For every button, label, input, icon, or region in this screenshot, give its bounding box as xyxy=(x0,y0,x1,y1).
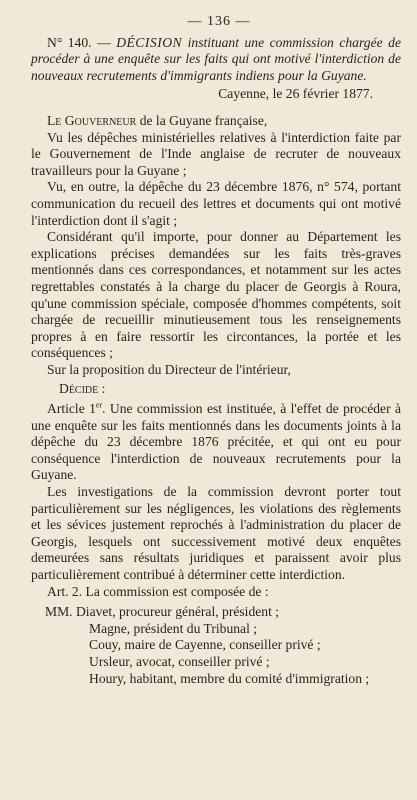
article-2: Art. 2. La commission est composée de : xyxy=(47,583,269,599)
member-item: Ursleur, avocat, conseiller privé ; xyxy=(89,653,270,669)
paragraph-investigations: Les investigations de la commission devront porter tout particulièrement sur les négligences, les violations des règlements et les sévices justement reprochés à l'administration du placer de Georgis, lesquels ont successivement motivé deux enquêtes demeurées sans résultats juridiques et paraissent avoir plus particulièrement contribué à déterminer cette interdiction. xyxy=(31,484,401,582)
member-item: Magne, président du Tribunal ; xyxy=(89,620,258,636)
decision-heading xyxy=(31,35,401,85)
heading-dash: — xyxy=(97,34,111,50)
authority-prefix: Le Gouverneur xyxy=(47,112,137,128)
article-1 xyxy=(31,401,401,484)
article-1-text: . Une commission est instituée, à l'effet de procéder à une enquête sur les faits mentionnés dans les documents joints à la dépêche du 23 décembre 1876 précitée, et qui ont eu pour conséquence l'interdiction de nouveaux recrutements pour la Guyane. xyxy=(31,401,402,483)
article-1-sup: er xyxy=(95,400,103,410)
authority-line xyxy=(31,113,401,130)
decision-keyword: DÉCISION xyxy=(116,34,183,50)
paragraph-proposition: Sur la proposition du Directeur de l'intérieur, xyxy=(47,361,291,377)
member-item: Couy, maire de Cayenne, conseiller privé ; xyxy=(89,637,321,653)
decision-title: instituant une commission chargée de procéder à une enquête sur les faits qui ont motivé l'interdiction de nouveaux recrutements d'immigrants indiens pour la Guyane. xyxy=(31,34,401,83)
authority-rest: de la Guyane française, xyxy=(136,112,268,128)
decide-label: Décide : xyxy=(59,381,106,397)
decision-number: N° 140. xyxy=(47,34,92,50)
member-item: Houry, habitant, membre du comité d'immigration ; xyxy=(89,670,370,686)
paragraph-vu-1: Vu les dépêches ministérielles relatives à l'interdiction faite par le Gouvernement de l'Inde anglaise de recruter de nouveaux travailleurs pour la Guyane ; xyxy=(31,129,401,178)
page-number: — 136 — xyxy=(187,14,251,29)
dateline: Cayenne, le 26 février 1877. xyxy=(218,86,373,102)
article-1-label: Article 1 xyxy=(47,401,96,417)
member-item: MM. Diavet, procureur général, président ; xyxy=(45,604,280,620)
members-list xyxy=(31,604,401,687)
paragraph-vu-2: Vu, en outre, la dépêche du 23 décembre 1876, n° 574, portant communication du recueil des lettres et documents qui ont motivé l'interdiction dont il s'agit ; xyxy=(31,179,401,228)
paragraph-considerant: Considérant qu'il importe, pour donner au Département les explications précises demandées sur les faits très-graves mentionnés dans ces correspondances, et notamment sur les actes regrettables constatés à la charge du placer de Georgis à Roura, qu'une commission spéciale, composée d'hommes compétents, soit chargée de recueillir minutieusement tous les renseignements propres à en faire ressortir les circontances, la portée et les conséquences ; xyxy=(31,229,401,361)
